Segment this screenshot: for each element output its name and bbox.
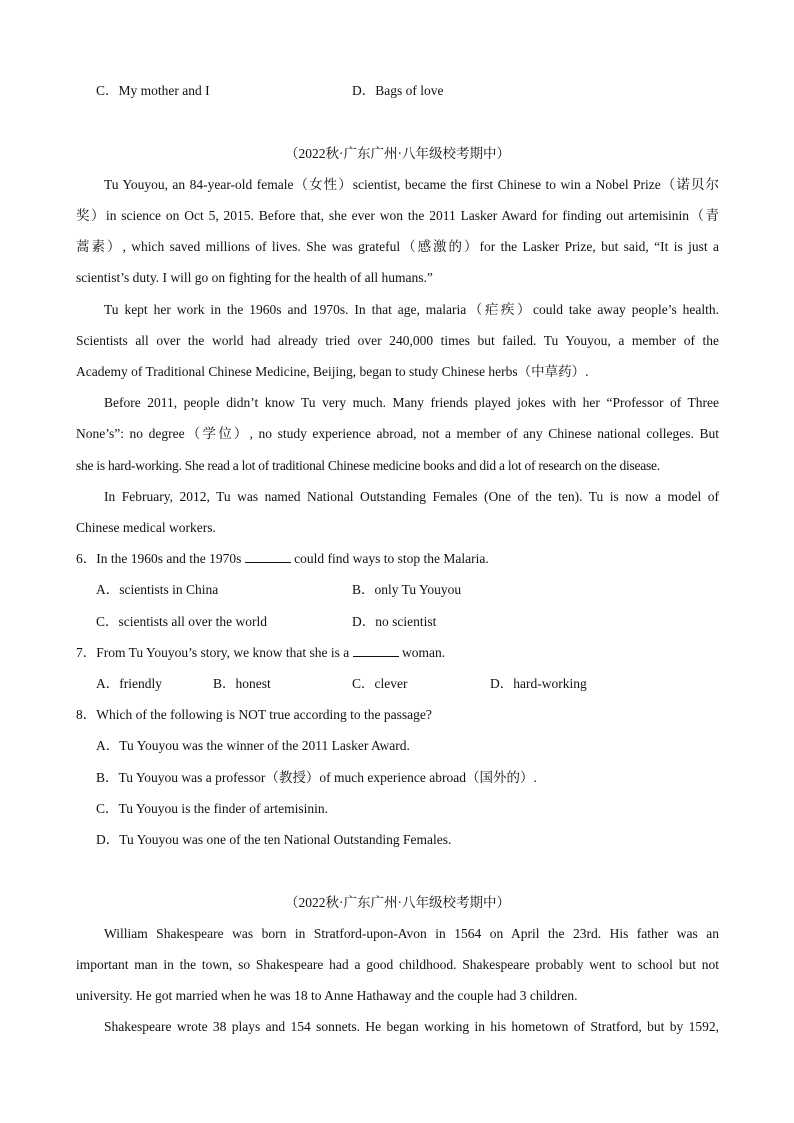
question-6 xyxy=(76,550,489,568)
q8-option-c: C．Tu Youyou is the finder of artemisinin. xyxy=(96,801,329,816)
question-6-stem-after: could find ways to stop the Malaria. xyxy=(294,551,489,566)
passage2-line: important man in the town, so Shakespeare had a good childhood. Shakespeare probably went to school but not xyxy=(76,957,719,972)
passage2-line: William Shakespeare was born in Stratford-upon-Avon in 1564 on April the 23rd. His father was an xyxy=(104,926,719,941)
q6-option-d: D．no scientist xyxy=(352,614,437,629)
answer-blank xyxy=(245,550,291,563)
question-7 xyxy=(76,644,445,662)
passage1-line: None’s”: no degree（学位）, no study experience abroad, not a member of any Chinese national colleges. But xyxy=(76,426,719,441)
question-8-stem: 8．Which of the following is NOT true according to the passage? xyxy=(76,707,432,722)
q7-option-d: D．hard-working xyxy=(490,676,587,691)
option-c-prev: C．My mother and I xyxy=(96,83,210,98)
q8-option-a: A．Tu Youyou was the winner of the 2011 Lasker Award. xyxy=(96,738,410,753)
q7-option-c: C．clever xyxy=(352,676,408,691)
q6-option-a: A．scientists in China xyxy=(96,582,219,597)
passage2-source: （2022秋·广东广州·八年级校考期中） xyxy=(285,895,510,910)
passage2-line: Shakespeare wrote 38 plays and 154 sonnets. He began working in his hometown of Stratford, but by 1592, xyxy=(104,1019,719,1034)
q7-option-a: A．friendly xyxy=(96,676,162,691)
q7-option-b: B．honest xyxy=(213,676,271,691)
passage1-line: she is hard-working. She read a lot of traditional Chinese medicine books and did a lot of research on the disease. xyxy=(76,458,660,473)
question-6-stem-before: 6．In the 1960s and the 1970s xyxy=(76,551,242,566)
answer-blank xyxy=(353,644,399,657)
passage1-line: 蒿素）, which saved millions of lives. She was grateful（感激的）for the Lasker Prize, but said, “It is just a xyxy=(76,239,719,254)
passage1-line: Tu kept her work in the 1960s and 1970s. In that age, malaria（疟疾）could take away people’s health. xyxy=(104,302,719,317)
q8-option-d: D．Tu Youyou was one of the ten National Outstanding Females. xyxy=(96,832,452,847)
q6-option-b: B．only Tu Youyou xyxy=(352,582,462,597)
question-7-stem-after: woman. xyxy=(402,645,446,660)
passage1-source: （2022秋·广东广州·八年级校考期中） xyxy=(285,146,510,161)
q6-option-c: C．scientists all over the world xyxy=(96,614,267,629)
passage1-line: In February, 2012, Tu was named National Outstanding Females (One of the ten). Tu is now a model of xyxy=(104,489,719,504)
q8-option-b: B．Tu Youyou was a professor（教授）of much experience abroad（国外的）. xyxy=(96,770,537,785)
passage1-line: scientist’s duty. I will go on fighting for the health of all humans.” xyxy=(76,270,433,285)
passage1-line: Before 2011, people didn’t know Tu very much. Many friends played jokes with her “Professor of Three xyxy=(104,395,719,410)
passage1-line: 奖）in science on Oct 5, 2015. Before that, she ever won the 2011 Lasker Award for finding out artemisinin（青 xyxy=(76,208,719,223)
passage1-line: Chinese medical workers. xyxy=(76,520,216,535)
option-d-prev: D．Bags of love xyxy=(352,83,444,98)
passage1-line: Scientists all over the world had already tried over 240,000 times but failed. Tu Youyou, a member of the xyxy=(76,333,719,348)
question-7-stem-before: 7．From Tu Youyou’s story, we know that she is a xyxy=(76,645,350,660)
passage2-line: university. He got married when he was 18 to Anne Hathaway and the couple had 3 children. xyxy=(76,988,578,1003)
passage1-line: Tu Youyou, an 84-year-old female（女性）scientist, became the first Chinese to win a Nobel Prize（诺贝尔 xyxy=(104,177,719,192)
passage1-line: Academy of Traditional Chinese Medicine, Beijing, began to study Chinese herbs（中草药）. xyxy=(76,364,589,379)
